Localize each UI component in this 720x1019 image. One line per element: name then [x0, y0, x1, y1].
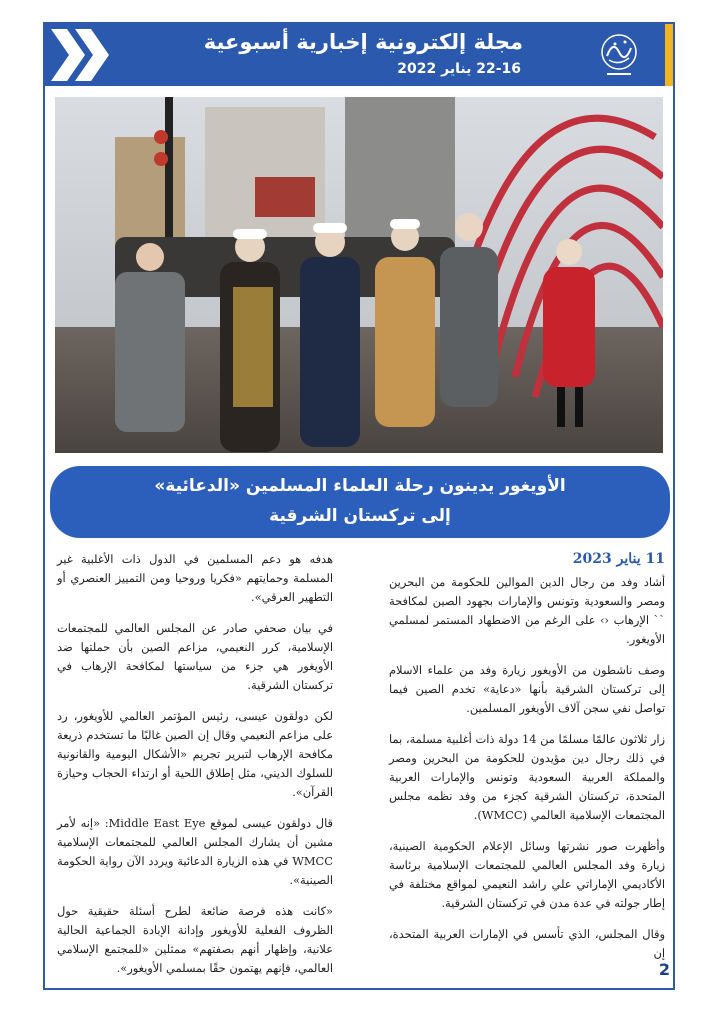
gold-stripe	[665, 24, 673, 86]
calligraphy-logo-icon	[595, 30, 643, 80]
page-number: 2	[658, 960, 670, 979]
article-paragraph: «كانت هذه فرصة ضائعة لطرح أسئلة حقيقية حول الظروف الفعلية للأويغور وإدانة الإبادة الجماعية الحالية علانية، وإظهار أنهم بصفتهم» ممثلين «للمجتمع الإسلامي العالمي، فإنهم يهتمون حقًا بمسلمي الأويغور».	[57, 904, 333, 975]
headline-line-1: الأويغور يدينون رحلة العلماء المسلمين «الدعائية»	[154, 476, 566, 496]
article-paragraph: لكن دولقون عيسى، رئيس المؤتمر العالمي للأويغور، رد على مزاعم النعيمي وقال إن الصين غالبًا ما تستخدم ذريعة مكافحة الإرهاب لتبرير تجريم «الأشكال اليومية والقانونية للسلوك الديني، مثل إطلاق اللحية أو ارتداء الحجاب وحيازة القرآن».	[57, 709, 333, 799]
issue-date: 22-16 يناير 2022	[397, 61, 521, 77]
article-dateline: 11 يناير 2023	[572, 551, 665, 567]
article-column-right	[389, 550, 665, 975]
article-paragraph: أشاد وفد من رجال الدين الموالين للحكومة من البحرين ومصر والسعودية وتونس والإمارات بجهود الصين لمكافحة `` الإرهاب ‹› على الرغم من الاضطهاد المستمر لمسلمي الأويغور.	[389, 575, 665, 646]
article-paragraph: في بيان صحفي صادر عن المجلس العالمي للمجتمعات الإسلامية، كرر النعيمي، مزاعم الصين بأن حملتها ضد الأويغور هي جزء من سياستها لمكافحة الإرهاب في تركستان الشرقية.	[57, 621, 333, 692]
article-paragraph: قال دولقون عيسى لموقع Middle East Eye: «إنه لأمر مشين أن يشارك المجلس العالمي للمجتمعات الإسلامية WMCC في هذه الزيارة الدعائية ويردد الآن رواية الحكومة الصينية».	[57, 816, 333, 887]
article-headline	[50, 466, 670, 538]
chevrons-icon	[51, 29, 121, 81]
magazine-title: مجلة إلكترونية إخبارية أسبوعية	[203, 30, 523, 54]
headline-line-2: إلى تركستان الشرقية	[269, 506, 451, 526]
article-paragraph: وأظهرت صور نشرتها وسائل الإعلام الحكومية الصينية، زيارة وفد المجلس العالمي للمجتمعات الإسلامية برئاسة الأكاديمي الإماراتي علي راشد النعيمي لمواقع مختلفة في إطار جولته في عدة مدن في تركستان الشرقية.	[389, 839, 665, 910]
article-paragraph: وصف ناشطون من الأويغور زيارة وفد من علماء الاسلام إلى تركستان الشرقية بأنها «دعاية» تخدم الصين فيما تواصل نفي سجن آلاف الأويغور المسلمين.	[389, 663, 665, 715]
article-paragraph: وقال المجلس، الذي تأسس في الإمارات العربية المتحدة، إن	[389, 927, 665, 960]
article-column-left	[57, 550, 333, 990]
delegation-photo	[55, 97, 663, 453]
masthead	[45, 24, 673, 86]
article-paragraph: زار ثلاثون عالمًا مسلمًا من 14 دولة ذات أغلبية مسلمة، بما في ذلك رجال دين مؤيدون للحكومة من البحرين ومصر والمملكة العربية السعودية وتونس والإمارات العربية المتحدة، تركستان الشرقية كجزء من وفد نظمه مجلس المجتمعات الإسلامية العالمي (WMCC).	[389, 732, 665, 822]
article-paragraph: هدفه هو دعم المسلمين في الدول ذات الأغلبية غير المسلمة وحمايتهم «فكريا وروحيا ومن التمييز العنصري أو التطهير العرقي».	[57, 552, 333, 604]
